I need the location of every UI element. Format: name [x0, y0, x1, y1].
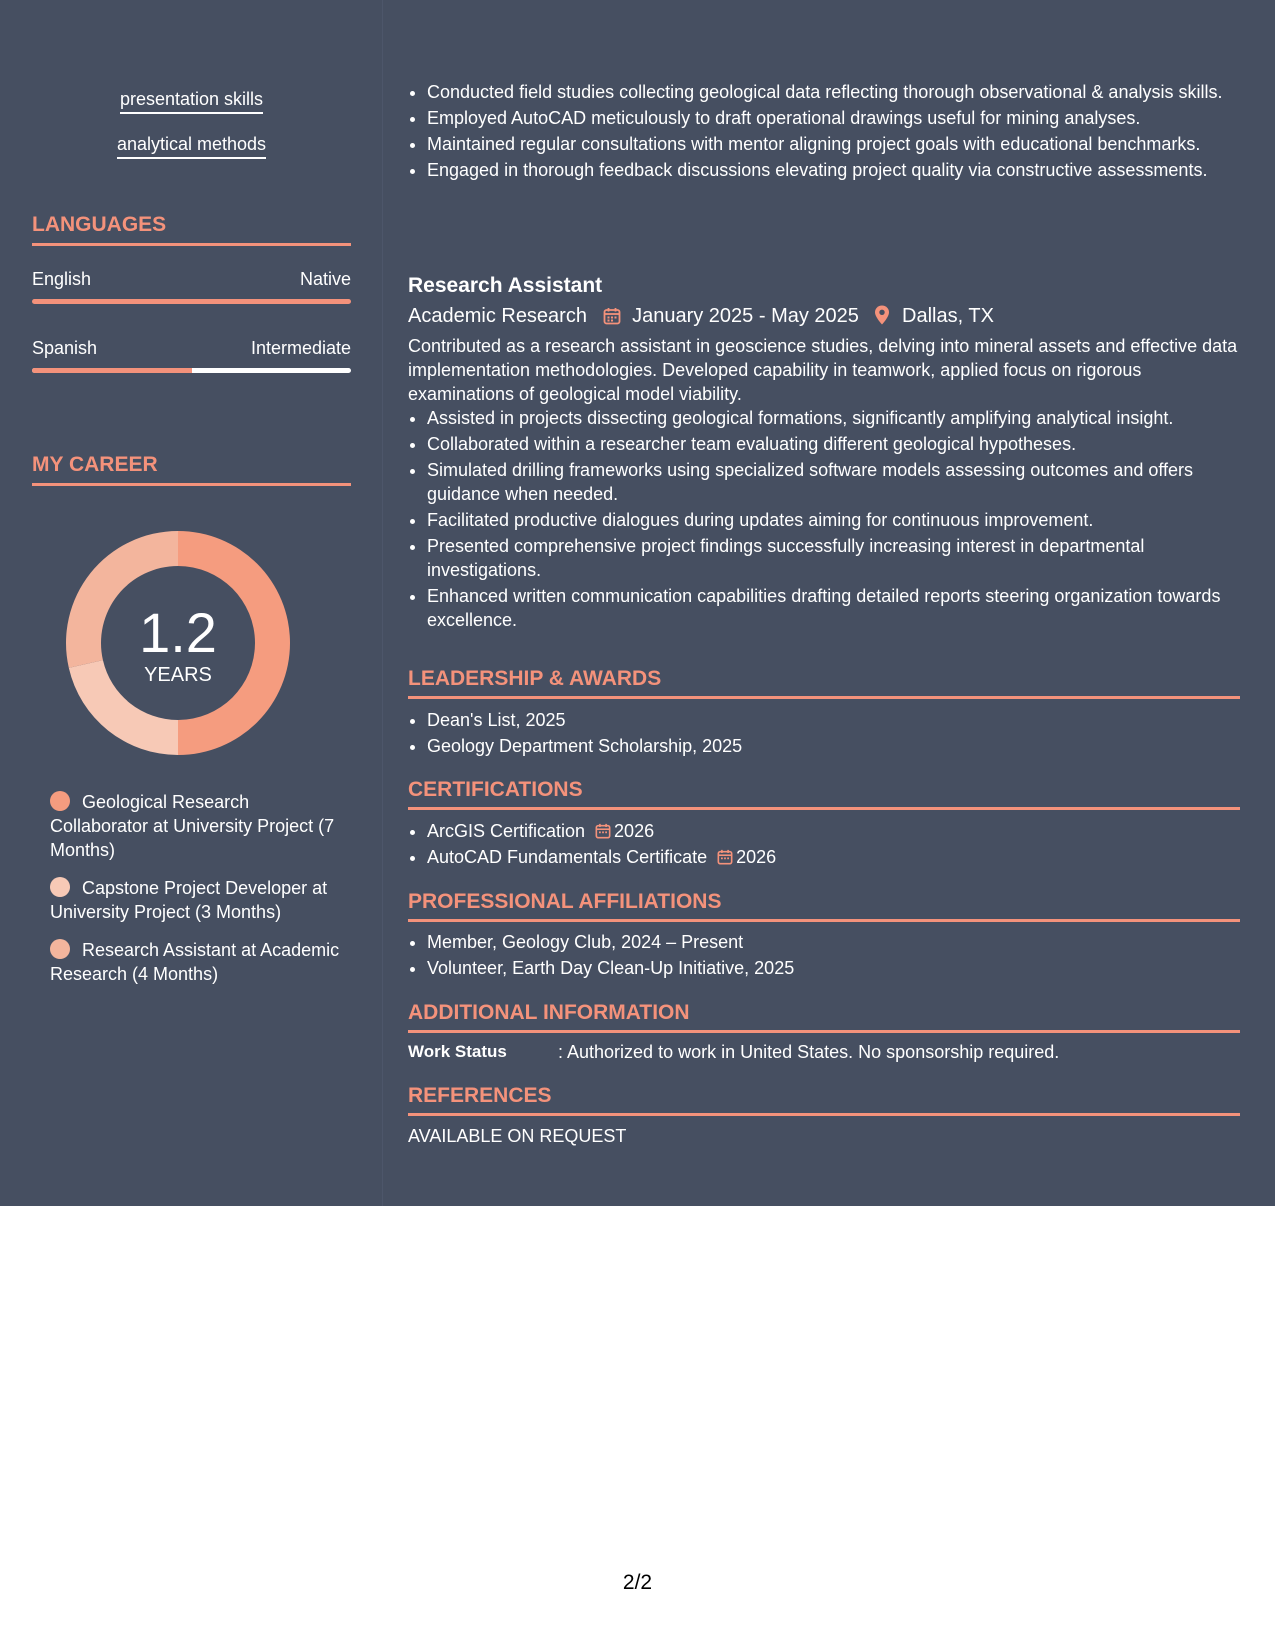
language-name: Spanish: [32, 338, 98, 358]
bullet-item: • Conducted field studies collecting geological data reflecting thorough observational & analysis skills.: [427, 80, 1240, 104]
previous-job-bullets: [408, 80, 1240, 184]
certification-item: • AutoCAD Fundamentals Certificate 2026: [427, 845, 1240, 869]
language-row: [32, 268, 351, 290]
bullet-item: • Maintained regular consultations with mentor aligning project goals with educational benchmarks.: [427, 132, 1240, 156]
language-level: Intermediate: [250, 338, 351, 358]
language-level: Native: [299, 269, 351, 289]
language-name: English: [32, 269, 92, 289]
career-legend-item: Research Assistant at Academic Research (4 Months): [50, 940, 340, 984]
job-location: Dallas, TX: [902, 305, 994, 327]
skill-item: presentation skills: [32, 88, 351, 114]
job-title: Research Assistant: [408, 274, 603, 297]
certification-year: 2026: [736, 847, 777, 867]
affiliations-list: [408, 930, 1240, 982]
career-legend-item: Geological Research Collaborator at University Project (7 Months): [50, 792, 335, 860]
bullet-item: • Presented comprehensive project findings successfully increasing interest in departmental investigations.: [427, 534, 1240, 582]
career-unit: YEARS: [144, 664, 212, 686]
location-pin-icon: [874, 305, 896, 327]
bullet-item: • Employed AutoCAD meticulously to draft operational drawings useful for mining analyses.: [427, 106, 1240, 130]
bullet-item: • Engaged in thorough feedback discussions elevating project quality via constructive assessments.: [427, 158, 1240, 182]
affiliation-item: • Volunteer, Earth Day Clean-Up Initiative, 2025: [427, 956, 1240, 980]
language-proficiency-bar: [32, 299, 351, 304]
certifications-list: [408, 819, 1240, 871]
references-text: AVAILABLE ON REQUEST: [408, 1126, 627, 1146]
references-row: [408, 1124, 1240, 1150]
work-status-row: [408, 1040, 1240, 1066]
work-status-value: : Authorized to work in United States. No sponsorship required.: [558, 1042, 1060, 1062]
sidebar: [32, 0, 351, 1206]
language-proficiency-bar: [32, 368, 351, 373]
page-number: 2/2: [622, 1571, 653, 1594]
certification-item: • ArcGIS Certification 2026: [427, 819, 1240, 843]
skill-item: analytical methods: [32, 133, 351, 159]
language-proficiency-fill: [32, 368, 192, 373]
calendar-icon: [595, 823, 611, 839]
job-company: Academic Research: [408, 305, 587, 327]
calendar-icon: [603, 305, 627, 327]
language-proficiency-fill: [32, 299, 351, 304]
affiliations-heading: PROFESSIONAL AFFILIATIONS: [408, 889, 1240, 922]
legend-dot-icon: [50, 939, 70, 959]
affiliation-item: • Member, Geology Club, 2024 – Present: [427, 930, 1240, 954]
bullet-item: • Collaborated within a researcher team evaluating different geological hypotheses.: [427, 432, 1240, 456]
work-status-label: Work Status: [408, 1042, 507, 1061]
job-meta: [408, 303, 1240, 329]
job-dates: January 2025 - May 2025: [632, 305, 859, 327]
bullet-item: • Enhanced written communication capabilities drafting detailed reports steering organization towards excellence.: [427, 584, 1240, 632]
career-heading: MY CAREER: [32, 452, 351, 486]
references-heading: REFERENCES: [408, 1083, 1240, 1116]
certification-year: 2026: [614, 821, 655, 841]
languages-heading: LANGUAGES: [32, 212, 351, 246]
award-item: • Geology Department Scholarship, 2025: [427, 734, 1240, 758]
award-item: • Dean's List, 2025: [427, 708, 1240, 732]
calendar-icon: [717, 849, 733, 865]
career-total: 1.2: [139, 601, 217, 664]
bullet-item: • Simulated drilling frameworks using specialized software models assessing outcomes and offers guidance when needed.: [427, 458, 1240, 506]
job-summary: Contributed as a research assistant in geoscience studies, delving into mineral assets and effective data implementation methodologies. Developed capability in teamwork, applied focus on rigorous examinations of geological model viability.: [408, 336, 1238, 404]
leadership-list: [408, 708, 1240, 760]
certifications-heading: CERTIFICATIONS: [408, 777, 1240, 810]
bullet-item: • Facilitated productive dialogues during updates aiming for continuous improvement.: [427, 508, 1240, 532]
donut-center: [66, 531, 290, 755]
legend-dot-icon: [50, 877, 70, 897]
language-row: [32, 337, 351, 359]
legend-dot-icon: [50, 791, 70, 811]
bullet-item: • Assisted in projects dissecting geological formations, significantly amplifying analytical insight.: [427, 406, 1240, 430]
career-legend-item: Capstone Project Developer at University Project (3 Months): [50, 878, 328, 922]
job-entry: [408, 273, 1240, 634]
career-donut: [66, 531, 290, 755]
additional-info-heading: ADDITIONAL INFORMATION: [408, 1000, 1240, 1033]
leadership-heading: LEADERSHIP & AWARDS: [408, 666, 1240, 699]
column-divider: [382, 0, 383, 1206]
